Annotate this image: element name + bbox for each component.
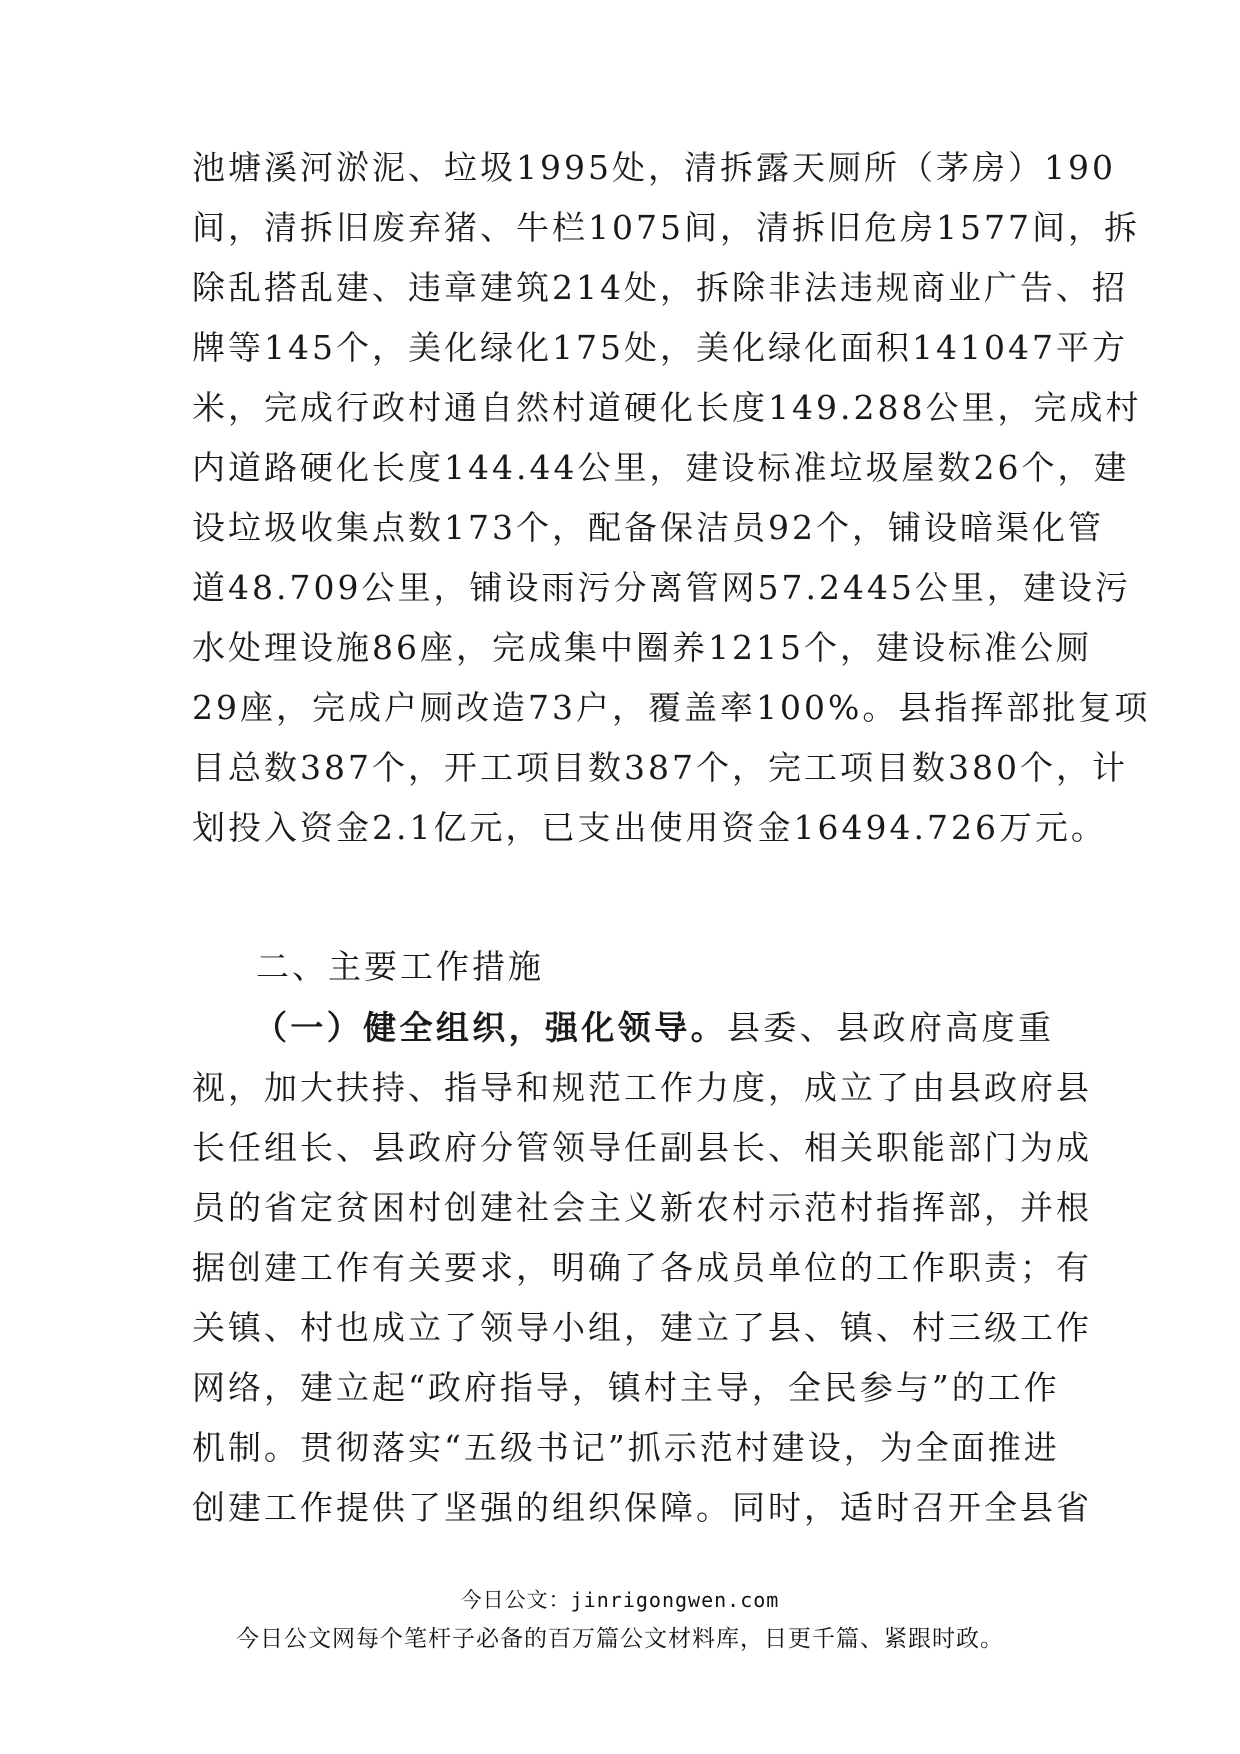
paragraph-first-line [254,1002,1054,1054]
paragraph-line: 除乱搭乱建、违章建筑214处，拆除非法违规商业广告、招 [192,268,1128,307]
subsection-line-rest: 县委、县政府高度重 [726,1008,1055,1047]
paragraph-line: 水处理设施86座，完成集中圈养1215个，建设标准公厕 [192,628,1092,667]
paragraph-line: 牌等145个，美化绿化175处，美化绿化面积141047平方 [192,328,1128,367]
paragraph-line: 池塘溪河淤泥、垃圾1995处，清拆露天厕所（茅房）190 [192,148,1116,187]
paragraph-line: 据创建工作有关要求，明确了各成员单位的工作职责；有 [192,1248,1092,1287]
paragraph-line: 划投入资金2.1亿元，已支出使用资金16494.726万元。 [192,808,1107,847]
paragraph-line: 目总数387个，开工项目数387个，完工项目数380个，计 [192,748,1128,787]
subsection-lead: （一）健全组织，强化领导。 [254,1008,727,1047]
paragraph-line: 员的省定贫困村创建社会主义新农村示范村指挥部，并根 [192,1188,1092,1227]
footer-site [0,1584,1240,1614]
paragraph-line: 29座，完成户厕改造73户，覆盖率100%。县指挥部批复项 [192,688,1151,727]
paragraph-line: 网络，建立起“政府指导，镇村主导，全民参与”的工作 [192,1368,1060,1407]
paragraph-line: 长任组长、县政府分管领导任副县长、相关职能部门为成 [192,1128,1092,1167]
section-heading: 二、主要工作措施 [256,947,544,986]
footer-site-link[interactable]: jinrigongwen.com [570,1588,780,1612]
paragraph-line: 内道路硬化长度144.44公里，建设标准垃圾屋数26个，建 [192,448,1130,487]
paragraph-line: 创建工作提供了坚强的组织保障。同时，适时召开全县省 [192,1488,1092,1527]
paragraph-line: 视，加大扶持、指导和规范工作力度，成立了由县政府县 [192,1068,1092,1107]
paragraph-line: 设垃圾收集点数173个，配备保洁员92个，铺设暗渠化管 [192,508,1104,547]
footer-slogan: 今日公文网每个笔杆子必备的百万篇公文材料库，日更千篇、紧跟时政。 [236,1626,1004,1652]
paragraph-line: 道48.709公里，铺设雨污分离管网57.2445公里，建设污 [192,568,1131,607]
footer-site-label: 今日公文： [460,1588,571,1612]
paragraph-line: 机制。贯彻落实“五级书记”抓示范村建设，为全面推进 [192,1428,1060,1467]
paragraph-line: 关镇、村也成立了领导小组，建立了县、镇、村三级工作 [192,1308,1092,1347]
paragraph-line: 间，清拆旧废弃猪、牛栏1075间，清拆旧危房1577间，拆 [192,208,1140,247]
paragraph-line: 米，完成行政村通自然村道硬化长度149.288公里，完成村 [192,388,1142,427]
